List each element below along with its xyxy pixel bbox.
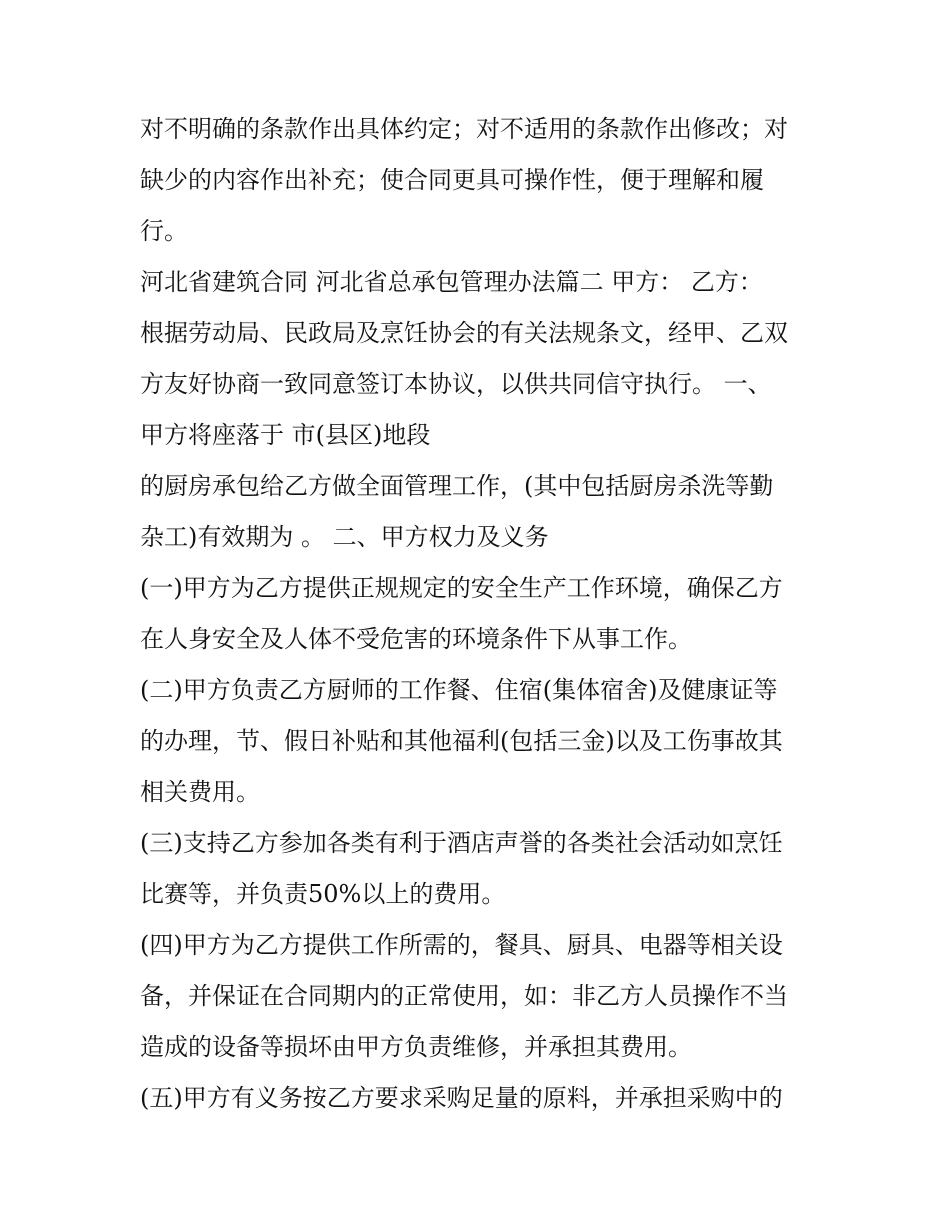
text-line: 对不明确的条款作出具体约定；对不适用的条款作出修改；对 [140,115,788,143]
text-line: 根据劳动局、民政局及烹饪协会的有关法规条文，经甲、乙双 [140,319,788,347]
text-line: 的厨房承包给乙方做全面管理工作，(其中包括厨房杀洗等勤 [140,472,774,500]
document-body [140,104,820,1124]
clause-line: 的办理，节、假日补贴和其他福利(包括三金)以及工伤事故其 [140,727,783,755]
text-line: 缺少的内容作出补充；使合同更具可操作性，便于理解和履 [140,166,764,194]
clause-line: 备，并保证在合同期内的正常使用，如：非乙方人员操作不当 [140,982,788,1010]
clause-line: (四)甲方为乙方提供工作所需的，餐具、厨具、电器等相关设 [140,931,783,959]
text-line: 甲方将座落于 市(县区)地段 [140,421,431,449]
clause-line: (一)甲方为乙方提供正规规定的安全生产工作环境，确保乙方 [140,574,783,602]
text-line: 方友好协商一致同意签订本协议，以供共同信守执行。 一、 [140,370,772,398]
clause-line: (二)甲方负责乙方厨师的工作餐、住宿(集体宿舍)及健康证等 [140,676,778,704]
clause-line: 在人身安全及人体不受危害的环境条件下从事工作。 [140,625,692,653]
text-line: 行。 [140,217,188,245]
clause-line: (五)甲方有义务按乙方要求采购足量的原料，并承担采购中的 [140,1084,783,1112]
text-line: 杂工)有效期为 。 二、甲方权力及义务 [140,523,549,551]
clause-line: 造成的设备等损坏由甲方负责维修，并承担其费用。 [140,1033,692,1061]
section-heading-line: 河北省建筑合同 河北省总承包管理办法篇二 甲方： 乙方： [140,268,763,296]
clause-line: (三)支持乙方参加各类有利于酒店声誉的各类社会活动如烹饪 [140,829,783,857]
clause-line: 比赛等，并负责50%以上的费用。 [140,880,506,908]
clause-line: 相关费用。 [140,778,260,806]
